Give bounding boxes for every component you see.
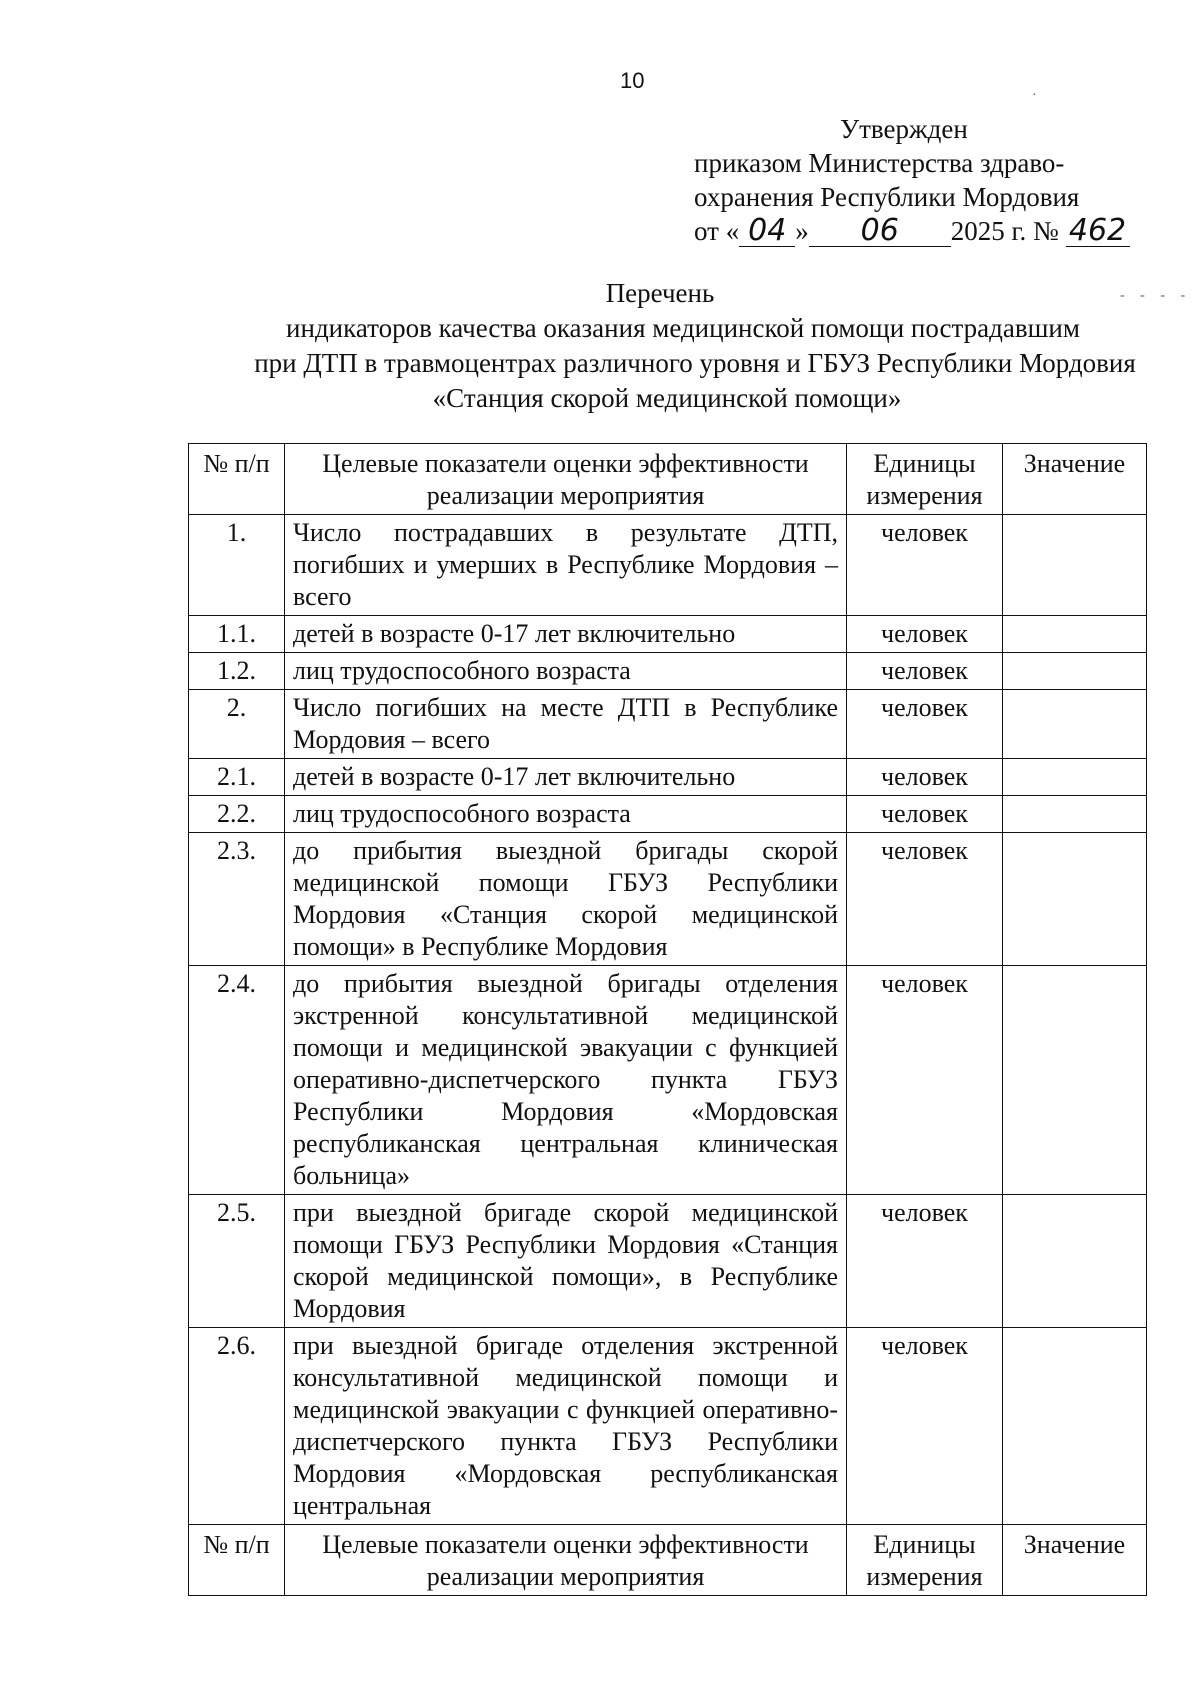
row-indicator: до прибытия выездной бригады отделения экстренной консультативной медицинской помощи и медицинской эвакуации с функцией оперативно-диспетчерского пункта ГБУЗ Республики Мордовия «Мордовская республиканская центральная клиническая больница» bbox=[285, 966, 847, 1195]
row-num: 2.1. bbox=[189, 759, 285, 796]
handwritten-month: 06 bbox=[809, 216, 951, 247]
row-indicator: до прибытия выездной бригады скорой медицинской помощи ГБУЗ Республики Мордовия «Станция скорой медицинской помощи» в Республике Мордовия bbox=[285, 833, 847, 966]
handwritten-order-number: 462 bbox=[1066, 216, 1130, 247]
row-value bbox=[1003, 759, 1147, 796]
table-row bbox=[189, 690, 1147, 759]
table-row bbox=[189, 1195, 1147, 1328]
approval-title: Утвержден bbox=[840, 114, 968, 144]
row-num: 2.2. bbox=[189, 796, 285, 833]
approval-date-line bbox=[694, 214, 1130, 248]
row-num: 2.6. bbox=[189, 1328, 285, 1525]
title-line-1: индикаторов качества оказания медицинской помощи пострадавшим bbox=[286, 313, 1080, 343]
date-prefix: от « bbox=[694, 216, 740, 246]
row-indicator: лиц трудоспособного возраста bbox=[285, 653, 847, 690]
row-value bbox=[1003, 1195, 1147, 1328]
row-unit: человек bbox=[847, 1195, 1003, 1328]
approval-stamp-block bbox=[694, 112, 1130, 248]
title-line-3: «Станция скорой медицинской помощи» bbox=[432, 383, 902, 413]
row-unit: человек bbox=[847, 833, 1003, 966]
row-value bbox=[1003, 653, 1147, 690]
scan-dashes: - - - - bbox=[1120, 288, 1192, 303]
repeat-header-indicator: Целевые показатели оценки эффективности реализации мероприятия bbox=[285, 1525, 847, 1596]
table-row bbox=[189, 653, 1147, 690]
row-indicator: при выездной бригаде скорой медицинской помощи ГБУЗ Республики Мордовия «Станция скорой медицинской помощи», в Республике Мордовия bbox=[285, 1195, 847, 1328]
table-row bbox=[189, 966, 1147, 1195]
row-num: 2. bbox=[189, 690, 285, 759]
row-num: 2.3. bbox=[189, 833, 285, 966]
row-indicator: при выездной бригаде отделения экстренной консультативной медицинской помощи и медицинской эвакуации с функцией оперативно-диспетчерского пункта ГБУЗ Республики Мордовия «Мордовская республиканская центральная bbox=[285, 1328, 847, 1525]
row-unit: человек bbox=[847, 690, 1003, 759]
row-value bbox=[1003, 966, 1147, 1195]
row-value bbox=[1003, 1328, 1147, 1525]
row-unit: человек bbox=[847, 1328, 1003, 1525]
header-value: Значение bbox=[1003, 444, 1147, 515]
row-indicator: детей в возрасте 0-17 лет включительно bbox=[285, 759, 847, 796]
row-unit: человек bbox=[847, 616, 1003, 653]
row-unit: человек bbox=[847, 515, 1003, 616]
date-year: 2025 г. № bbox=[950, 216, 1059, 246]
table-row bbox=[189, 616, 1147, 653]
row-indicator: лиц трудоспособного возраста bbox=[285, 796, 847, 833]
handwritten-day: 04 bbox=[739, 216, 795, 247]
header-indicator: Целевые показатели оценки эффективности реализации мероприятия bbox=[285, 444, 847, 515]
repeat-header-unit: Единицы измерения bbox=[847, 1525, 1003, 1596]
page-number: 10 bbox=[620, 68, 645, 93]
document-title bbox=[180, 276, 1140, 416]
table-header-row bbox=[189, 444, 1147, 515]
row-num: 1.1. bbox=[189, 616, 285, 653]
row-value bbox=[1003, 690, 1147, 759]
approval-ministry-line: охранения Республики Мордовия bbox=[694, 182, 1080, 212]
row-value bbox=[1003, 515, 1147, 616]
header-num: № п/п bbox=[189, 444, 285, 515]
row-indicator: детей в возрасте 0-17 лет включительно bbox=[285, 616, 847, 653]
row-unit: человек bbox=[847, 653, 1003, 690]
repeat-header-num: № п/п bbox=[189, 1525, 285, 1596]
row-unit: человек bbox=[847, 796, 1003, 833]
indicators-table bbox=[188, 443, 1147, 1596]
table-row bbox=[189, 796, 1147, 833]
title-heading: Перечень bbox=[605, 278, 715, 308]
row-value bbox=[1003, 833, 1147, 966]
row-num: 2.5. bbox=[189, 1195, 285, 1328]
row-indicator: Число погибших на месте ДТП в Республике Мордовия – всего bbox=[285, 690, 847, 759]
scan-speck: · bbox=[1032, 88, 1037, 103]
row-value bbox=[1003, 796, 1147, 833]
repeat-header-value: Значение bbox=[1003, 1525, 1147, 1596]
table-repeat-header-row bbox=[189, 1525, 1147, 1596]
row-unit: человек bbox=[847, 759, 1003, 796]
approval-order-line: приказом Министерства здраво- bbox=[694, 148, 1065, 178]
row-unit: человек bbox=[847, 966, 1003, 1195]
row-value bbox=[1003, 616, 1147, 653]
row-num: 1. bbox=[189, 515, 285, 616]
row-num: 2.4. bbox=[189, 966, 285, 1195]
table-row bbox=[189, 515, 1147, 616]
header-unit: Единицы измерения bbox=[847, 444, 1003, 515]
table-row bbox=[189, 833, 1147, 966]
table-row bbox=[189, 1328, 1147, 1525]
title-line-2: при ДТП в травмоцентрах различного уровня и ГБУЗ Республики Мордовия bbox=[254, 348, 1136, 378]
table-row bbox=[189, 759, 1147, 796]
date-day-close: » bbox=[795, 216, 809, 246]
row-num: 1.2. bbox=[189, 653, 285, 690]
row-indicator: Число пострадавших в результате ДТП, погибших и умерших в Республике Мордовия – всего bbox=[285, 515, 847, 616]
